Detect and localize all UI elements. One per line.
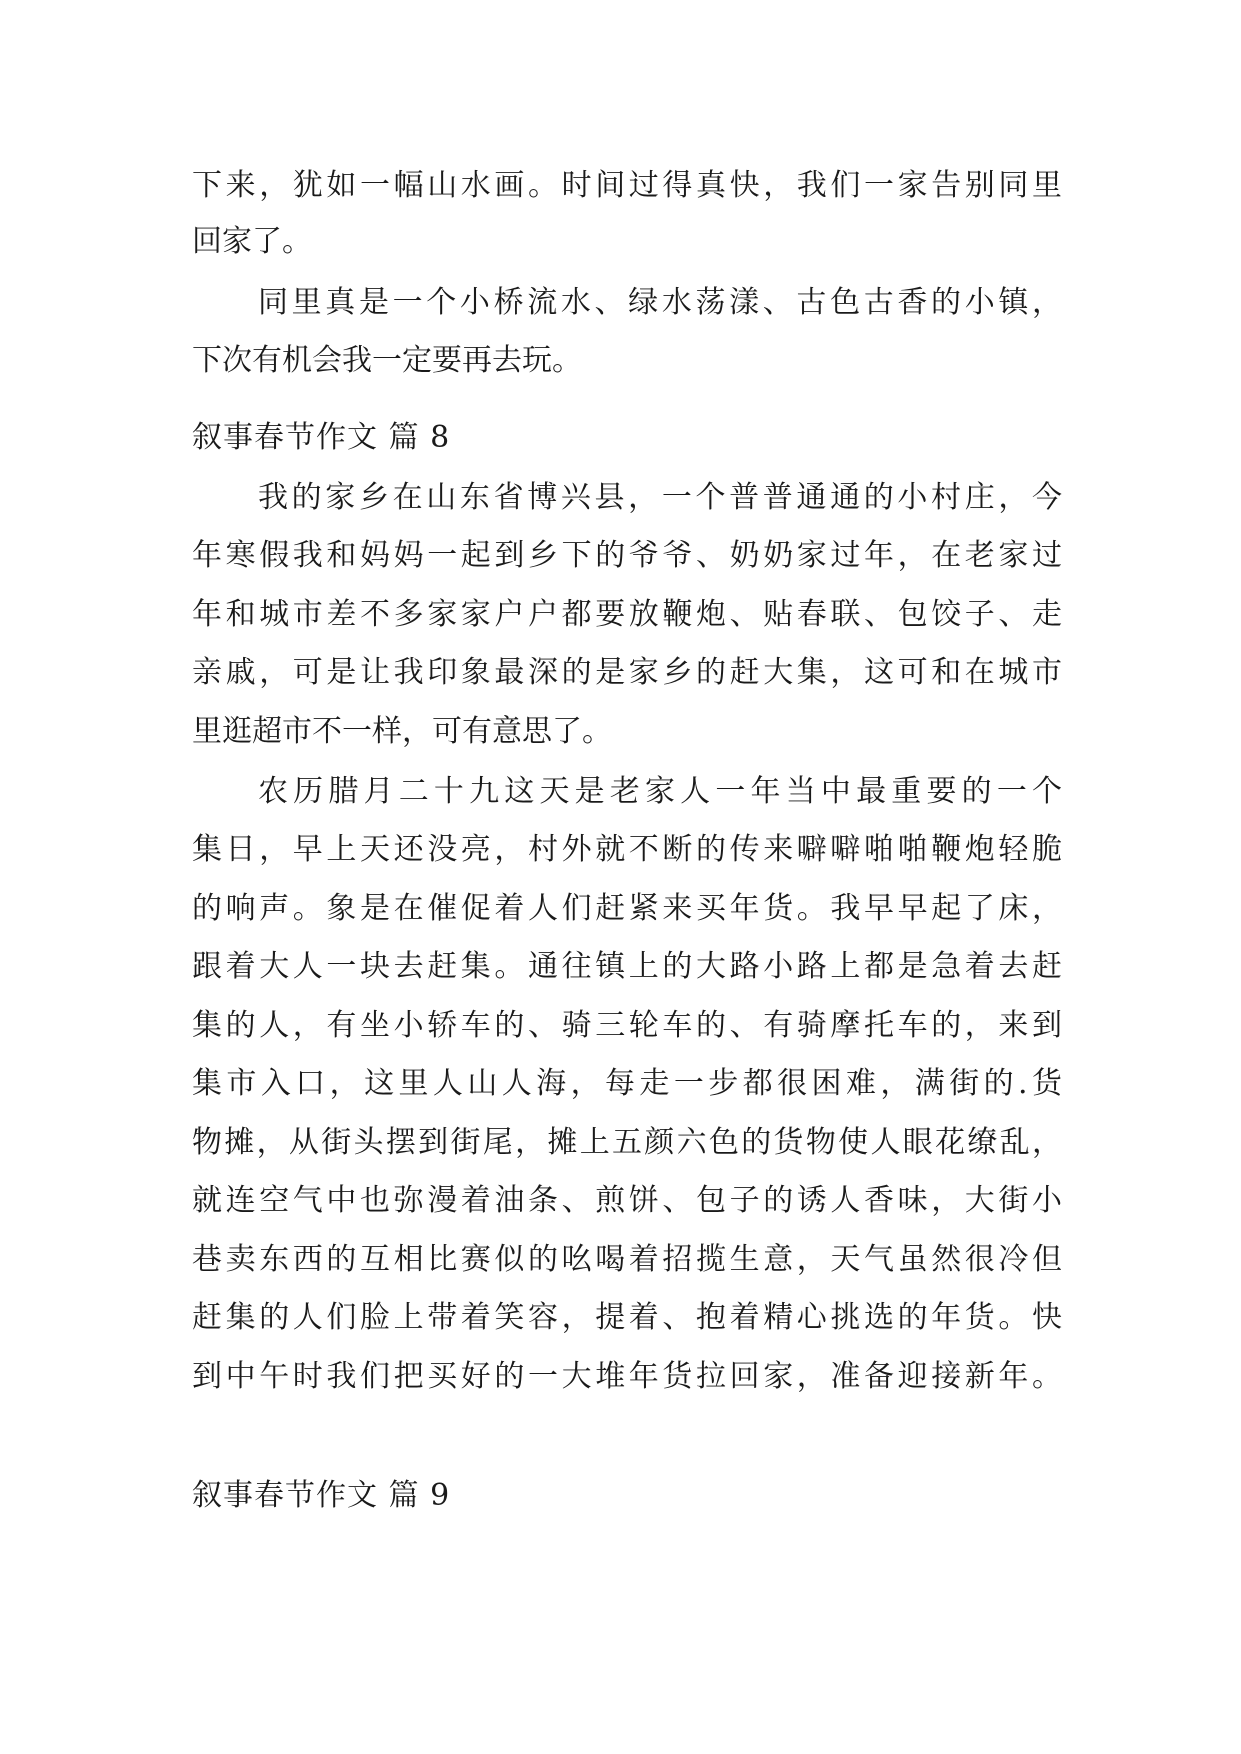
paragraph-line: 巷卖东西的互相比赛似的吆喝着招揽生意，天气虽然很冷但 <box>192 1242 1062 1277</box>
paragraph-line: 赶集的人们脸上带着笑容，提着、抱着精心挑选的年货。快 <box>192 1300 1062 1335</box>
paragraph-line: 农历腊月二十九这天是老家人一年当中最重要的一个 <box>258 774 1062 809</box>
paragraph-line: 里逛超市不一样，可有意思了。 <box>192 714 612 749</box>
paragraph-line: 年和城市差不多家家户户都要放鞭炮、贴春联、包饺子、走 <box>192 597 1062 632</box>
paragraph-line: 的响声。象是在催促着人们赶紧来买年货。我早早起了床， <box>192 891 1062 926</box>
paragraph-line: 物摊，从街头摆到街尾，摊上五颜六色的货物使人眼花缭乱， <box>192 1125 1062 1160</box>
paragraph-line: 回家了。 <box>192 224 312 259</box>
paragraph-line: 下来，犹如一幅山水画。时间过得真快，我们一家告别同里 <box>192 168 1062 203</box>
paragraph-line: 同里真是一个小桥流水、绿水荡漾、古色古香的小镇， <box>258 285 1062 320</box>
paragraph-line: 集日，早上天还没亮，村外就不断的传来噼噼啪啪鞭炮轻脆 <box>192 832 1062 867</box>
paragraph-line: 到中午时我们把买好的一大堆年货拉回家，准备迎接新年。 <box>192 1359 1062 1394</box>
section-heading: 叙事春节作文 篇 8 <box>192 420 451 455</box>
paragraph-line: 就连空气中也弥漫着油条、煎饼、包子的诱人香味，大街小 <box>192 1183 1062 1218</box>
paragraph-line: 亲戚，可是让我印象最深的是家乡的赶大集，这可和在城市 <box>192 655 1062 690</box>
paragraph-line: 跟着大人一块去赶集。通往镇上的大路小路上都是急着去赶 <box>192 949 1062 984</box>
paragraph-line: 我的家乡在山东省博兴县，一个普普通通的小村庄，今 <box>258 480 1062 515</box>
paragraph-line: 集的人，有坐小轿车的、骑三轮车的、有骑摩托车的，来到 <box>192 1008 1062 1043</box>
paragraph-line: 下次有机会我一定要再去玩。 <box>192 343 582 378</box>
paragraph-line: 集市入口，这里人山人海，每走一步都很困难，满街的.货 <box>192 1066 1062 1101</box>
section-heading: 叙事春节作文 篇 9 <box>192 1478 451 1513</box>
paragraph-line: 年寒假我和妈妈一起到乡下的爷爷、奶奶家过年，在老家过 <box>192 538 1062 573</box>
